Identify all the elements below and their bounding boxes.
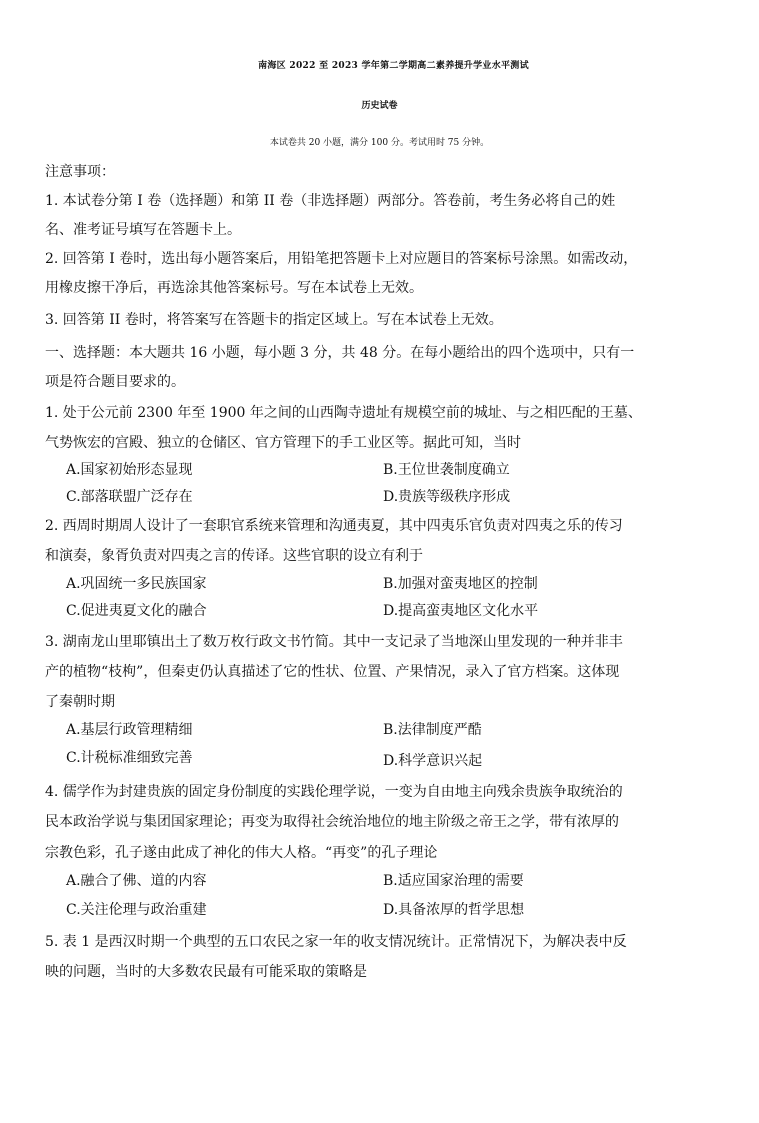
exam-info: 本试卷共 20 小题，满分 100 分。考试用时 75 分钟。 bbox=[269, 138, 490, 148]
question-2-line-1: 2. 西周时期周人设计了一套职官系统来管理和沟通夷夏，其中四夷乐官负责对四夷之乐的传习 bbox=[45, 518, 623, 534]
question-1-line-1: 1. 处于公元前 2300 年至 1900 年之间的山西陶寺遗址有规模空前的城址、与之相匹配的王墓、 bbox=[45, 405, 642, 421]
question-2-option-d: D.提高蛮夷地区文化水平 bbox=[383, 603, 539, 619]
question-3-option-d: D.科学意识兴起 bbox=[383, 753, 483, 769]
question-1-line-2: 气势恢宏的宫殿、独立的仓储区、官方管理下的手工业区等。据此可知，当时 bbox=[45, 435, 521, 451]
question-4-line-1: 4. 儒学作为封建贵族的固定身份制度的实践伦理学说，一变为自由地主向残余贵族争取统治的 bbox=[45, 784, 623, 800]
note-2-line-1: 2. 回答第 I 卷时，选出每小题答案后，用铅笔把答题卡上对应题目的答案标号涂黑。如需改动， bbox=[45, 251, 638, 267]
question-4-line-3: 宗教色彩，孔子遂由此成了神化的伟大人格。“再变”的孔子理论 bbox=[45, 845, 438, 861]
question-1-option-c: C.部落联盟广泛存在 bbox=[66, 489, 193, 505]
note-3: 3. 回答第 II 卷时，将答案写在答题卡的指定区域上。写在本试卷上无效。 bbox=[45, 312, 503, 328]
question-4-option-d: D.具备浓厚的哲学思想 bbox=[383, 902, 525, 918]
question-4-line-2: 民本政治学说与集团国家理论；再变为取得社会统治地位的地主阶级之帝王之学，带有浓厚的 bbox=[45, 814, 619, 830]
question-4-option-a: A.融合了佛、道的内容 bbox=[66, 873, 207, 889]
question-1-option-d: D.贵族等级秩序形成 bbox=[383, 489, 511, 505]
section-1-instructions-line-1: 一、选择题：本大题共 16 小题，每小题 3 分，共 48 分。在每小题给出的四个选项中，只有一 bbox=[45, 345, 635, 361]
note-2-line-2: 用橡皮擦干净后，再选涂其他答案标号。写在本试卷上无效。 bbox=[45, 280, 423, 296]
question-3-line-1: 3. 湖南龙山里耶镇出土了数万枚行政文书竹简。其中一支记录了当地深山里发现的一种并非丰 bbox=[45, 634, 623, 650]
question-3-option-c: C.计税标准细致完善 bbox=[66, 750, 193, 766]
question-4-option-c: C.关注伦理与政治重建 bbox=[66, 902, 207, 918]
question-5-line-2: 映的问题，当时的大多数农民最有可能采取的策略是 bbox=[45, 964, 367, 980]
question-2-option-a: A.巩固统一多民族国家 bbox=[66, 576, 207, 592]
question-1-option-b: B.王位世袭制度确立 bbox=[383, 462, 510, 478]
exam-title: 南海区 2022 至 2023 学年第二学期高二素养提升学业水平测试 bbox=[258, 61, 529, 71]
question-3-option-b: B.法律制度严酷 bbox=[383, 722, 482, 738]
question-3-line-3: 了秦朝时期 bbox=[45, 694, 115, 710]
section-1-instructions-line-2: 项是符合题目要求的。 bbox=[45, 374, 185, 390]
note-1-line-1: 1. 本试卷分第 I 卷（选择题）和第 II 卷（非选择题）两部分。答卷前，考生务必将自己的姓 bbox=[45, 193, 616, 209]
question-2-option-b: B.加强对蛮夷地区的控制 bbox=[383, 576, 538, 592]
question-5-line-1: 5. 表 1 是西汉时期一个典型的五口农民之家一年的收支情况统计。正常情况下，为解决表中反 bbox=[45, 934, 627, 950]
question-4-option-b: B.适应国家治理的需要 bbox=[383, 873, 524, 889]
note-1-line-2: 名、准考证号填写在答题卡上。 bbox=[45, 222, 241, 238]
notes-heading: 注意事项： bbox=[45, 164, 115, 180]
question-1-option-a: A.国家初始形态显现 bbox=[66, 462, 193, 478]
question-3-option-a: A.基层行政管理精细 bbox=[66, 722, 193, 738]
exam-subject-title: 历史试卷 bbox=[361, 101, 398, 111]
question-3-line-2: 产的植物“枝枸”，但秦吏仍认真描述了它的性状、位置、产果情况，录入了官方档案。这体现 bbox=[45, 664, 620, 680]
question-2-option-c: C.促进夷夏文化的融合 bbox=[66, 603, 207, 619]
question-2-line-2: 和演奏，象胥负责对四夷之言的传译。这些官职的设立有利于 bbox=[45, 548, 423, 564]
